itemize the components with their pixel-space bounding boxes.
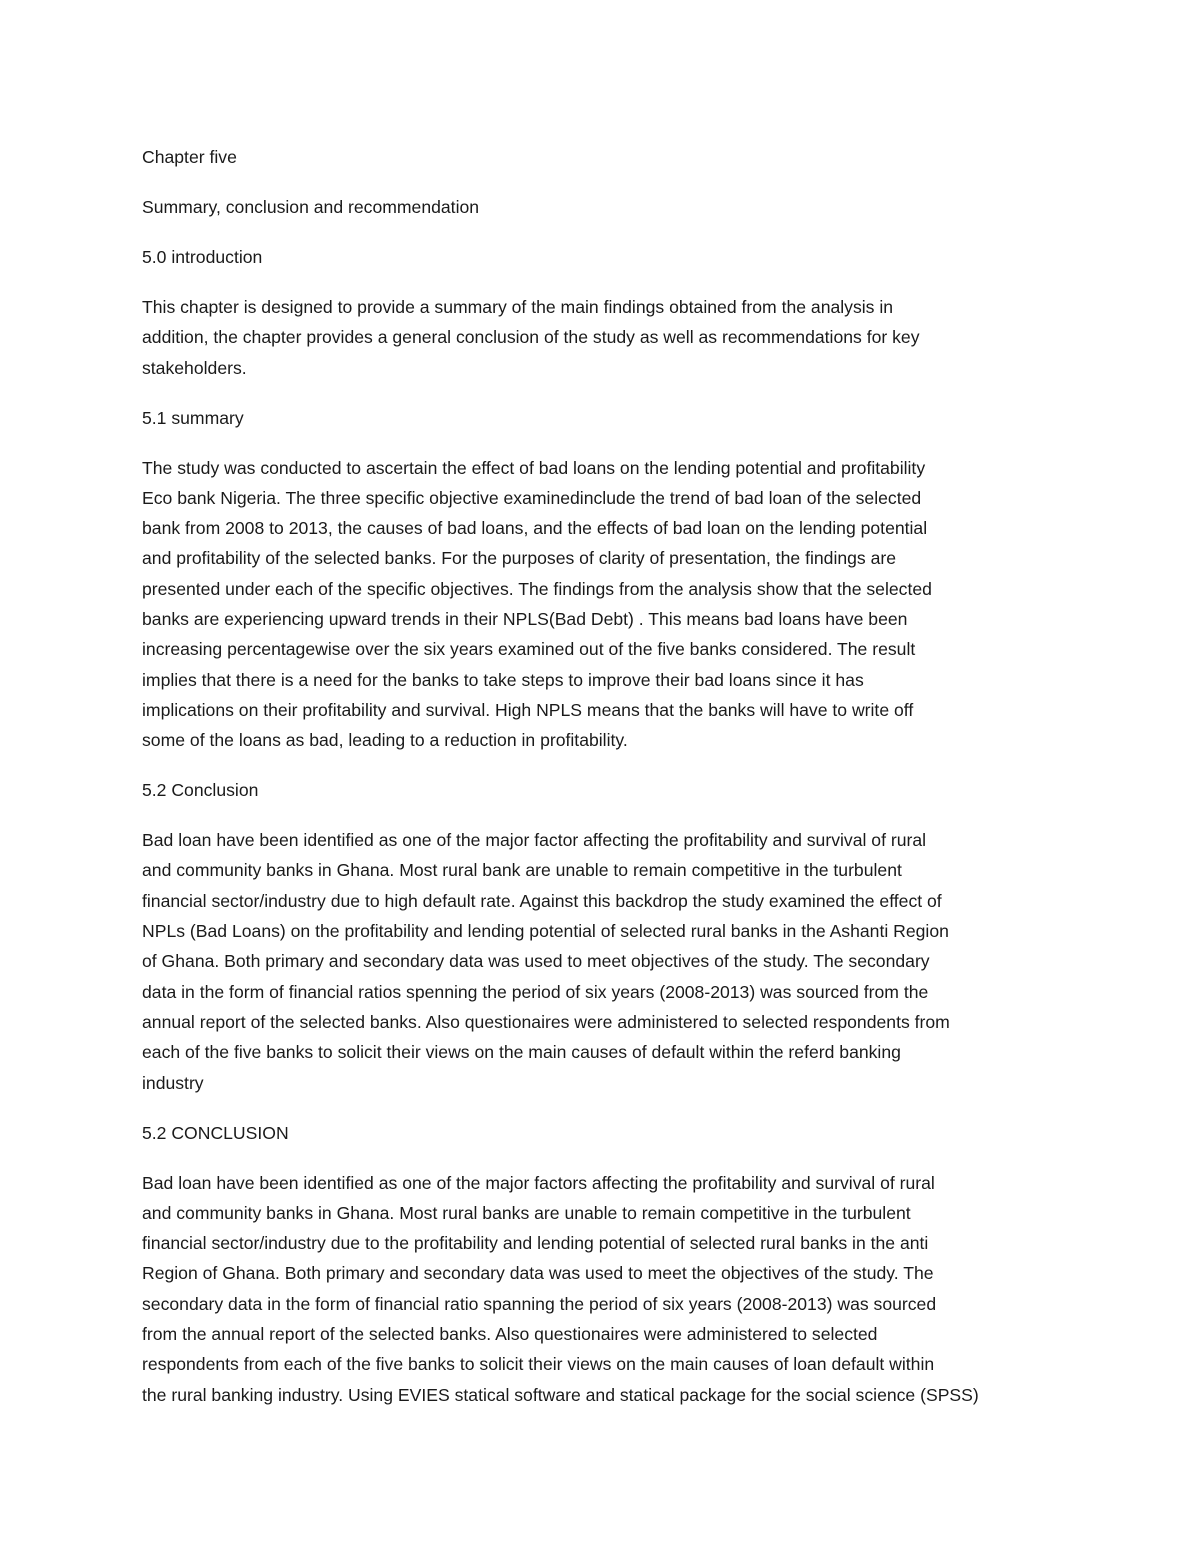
text-line: implies that there is a need for the banks to take steps to improve their bad loans since it has — [142, 669, 864, 690]
text-line: presented under each of the specific objectives. The findings from the analysis show that the selected — [142, 578, 932, 599]
text-line: banks are experiencing upward trends in their NPLS(Bad Debt) . This means bad loans have been — [142, 609, 908, 629]
text-line: Eco bank Nigeria. The three specific objective examinedinclude the trend of bad loan of the selected — [142, 487, 922, 508]
text-line: and profitability of the selected banks. For the purposes of clarity of presentation, the findings are — [142, 548, 897, 569]
text-line: addition, the chapter provides a general conclusion of the study as well as recommendations for key — [142, 327, 920, 348]
text-line: industry — [142, 1072, 204, 1093]
paragraph-summary — [142, 453, 1062, 756]
text-line: bank from 2008 to 2013, the causes of bad loans, and the effects of bad loan on the lending potential — [142, 518, 928, 539]
document-body — [142, 142, 1062, 1430]
text-line: the rural banking industry. Using EVIES statical software and statical package for the social science (SPSS) — [142, 1384, 979, 1405]
text-line: and community banks in Ghana. Most rural banks are unable to remain competitive in the turbulent — [142, 1202, 911, 1223]
text-line: annual report of the selected banks. Also questionaires were administered to selected respondents from — [142, 1011, 950, 1032]
text-line: Bad loan have been identified as one of the major factor affecting the profitability and survival of rural — [142, 830, 927, 851]
text-line: Region of Ghana. Both primary and secondary data was used to meet the objectives of the study. The — [142, 1263, 934, 1284]
paragraph-conclusion — [142, 825, 1062, 1098]
text-line: Bad loan have been identified as one of the major factors affecting the profitability and survival of rural — [142, 1172, 935, 1193]
text-line: NPLs (Bad Loans) on the profitability and lending potential of selected rural banks in the Ashanti Region — [142, 921, 949, 942]
chapter-subtitle: Summary, conclusion and recommendation — [142, 196, 480, 217]
text-line: secondary data in the form of financial ratio spanning the period of six years (2008-2013) was sourced — [142, 1293, 937, 1314]
section-heading-conclusion: 5.2 Conclusion — [142, 780, 259, 801]
section-heading-conclusion-caps: 5.2 CONCLUSION — [142, 1122, 289, 1143]
text-line: implications on their profitability and survival. High NPLS means that the banks will have to write off — [142, 699, 914, 720]
text-line: stakeholders. — [142, 357, 247, 378]
text-line: from the annual report of the selected banks. Also questionaires were administered to selected — [142, 1323, 878, 1344]
paragraph-conclusion-caps — [142, 1168, 1062, 1410]
paragraph-introduction — [142, 292, 1062, 383]
text-line: each of the five banks to solicit their views on the main causes of default within the referd banking — [142, 1042, 901, 1063]
text-line: some of the loans as bad, leading to a reduction in profitability. — [142, 730, 628, 751]
text-line: data in the form of financial ratios spenning the period of six years (2008-2013) was sourced from the — [142, 981, 929, 1002]
text-line: respondents from each of the five banks to solicit their views on the main causes of loan default within — [142, 1354, 935, 1375]
text-line: The study was conducted to ascertain the effect of bad loans on the lending potential and profitability — [142, 457, 926, 478]
text-line: and community banks in Ghana. Most rural bank are unable to remain competitive in the turbulent — [142, 860, 902, 881]
text-line: financial sector/industry due to the profitability and lending potential of selected rural banks in the anti — [142, 1233, 929, 1254]
text-line: financial sector/industry due to high default rate. Against this backdrop the study examined the effect of — [142, 890, 942, 911]
section-heading-introduction: 5.0 introduction — [142, 246, 263, 267]
section-heading-summary: 5.1 summary — [142, 407, 244, 428]
text-line: increasing percentagewise over the six years examined out of the five banks considered. The result — [142, 639, 916, 660]
text-line: of Ghana. Both primary and secondary data was used to meet objectives of the study. The secondary — [142, 951, 930, 972]
text-line: This chapter is designed to provide a summary of the main findings obtained from the analysis in — [142, 296, 894, 317]
chapter-title: Chapter five — [142, 147, 237, 167]
